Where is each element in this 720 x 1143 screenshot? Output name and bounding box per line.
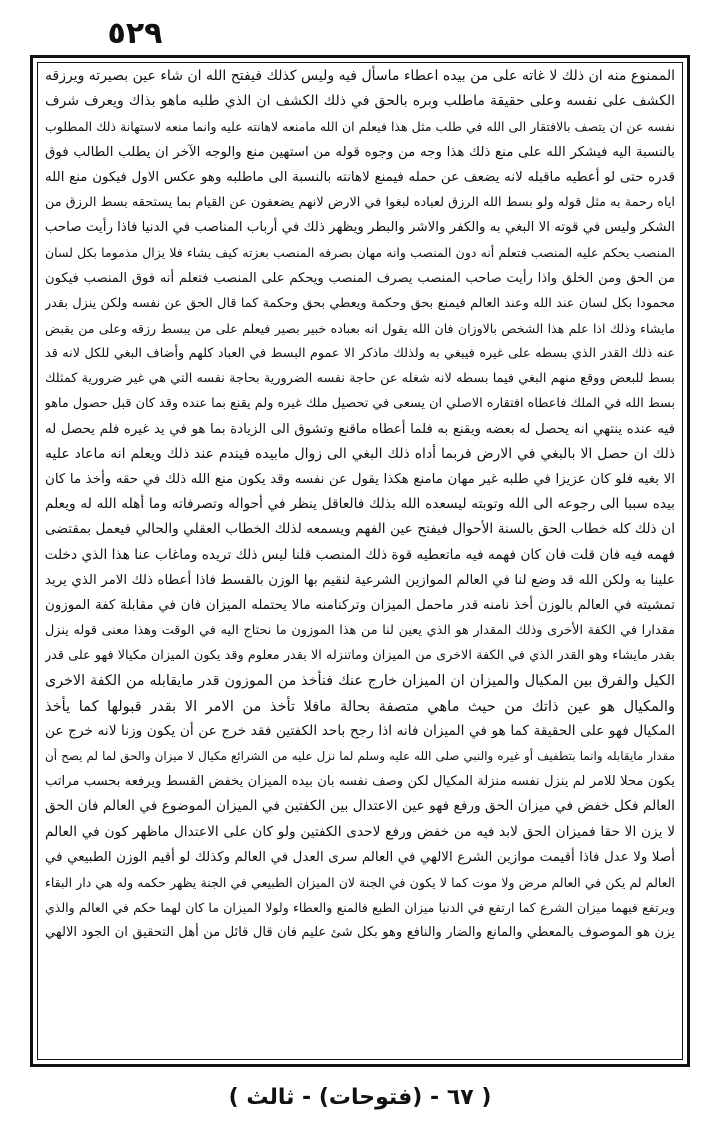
text-line: ذلك ان حصل الا بالبغي في الارض فربما أداه ذلك البغي الى زوال مابيده فيندم عند ذلك ويعلم انه ماعاد عليه: [45, 445, 675, 462]
text-line: بسط للبعض ووقع منهم البغي فيما بسطه لانه شغله عن حاجة نفسه الضرورية بحاجة نفسه التي هي غير ضرورية كمثلك: [45, 371, 675, 387]
text-line: مقدار مايقابله وانما بتطفيف أو غيره والنبي صلى الله عليه وسلم لما نزل عليه من الشرائع مكيال لا ميزان والحق لما لم يصح أن: [45, 749, 675, 764]
text-line: محمودا بكل لسان عند الله وعند العالم فيمنع بحق وحكمة ويعطي بحق وحكمة كما قال الحق عن نفسه ولكن ينزل بقدر: [45, 295, 675, 311]
text-line: بقدر مايشاء وهو القدر الذي في الكفة الاخرى من الميزان وماتنزله الا بقدر معلوم وقد يكون الميزان مكيالا فهو على قدر: [45, 648, 675, 664]
text-line: بسط الله في الملك فاعطاه افتقاره الاصلي ان يسعى في تحصيل ملك غيره ولم يقنع بما عنده وقد كان قبل حصول ماهو: [45, 396, 675, 412]
page-border: [30, 55, 690, 1067]
text-line: الا بغيه فلو كان عزيزا في طلبه غير مهان مامنع هكذا يقول عن نفسه وقد يكون منع الله ذلك في حقه وأخذ ما كان: [45, 472, 675, 487]
text-line: فهمه فيه فان قلت فان كان فهمه فيه ماتعطيه قوة ذلك المنصب قلنا ليس ذلك تريده وماغاب عنا هذا الذي دخلت: [45, 546, 675, 563]
text-line: فيه عنده ينتهي انه يحصل له بعضه ويقنع به فلما أعطاه ماقنع وتشوق الى الزيادة بما هو في يد غيره فلم يحصل له: [45, 421, 675, 437]
text-line: يزن هو الموصوف بالمعطي والمانع والضار والنافع وهو بكل شئ عليم فان قال قائل من أهل التحقيق ان الجود الالهي: [45, 925, 675, 941]
text-line: من الحق ومن الخلق واذا رأيت صاحب المنصب يصرف المنصب ويحكم على المنصب فتعلم أنه فوق المنصب فيكون: [45, 270, 675, 286]
text-line: الممنوع منه ان ذلك لا غاته على من بيده اعطاء ماسأل فيه وليس كذلك فيفتح الله ان شاء عين بصيرته ويرزقه: [45, 68, 675, 84]
text-line: الكيل والفرق بين المكيال والميزان ان الميزان خارج عنك فنأخذ من الموزون قدر مايقابله من الكفة الاخرى: [45, 672, 675, 689]
text-line: بالنسبة اليه فيشكر الله على منع ذلك هذا وجه من وجوه قوله من استهين منع والوجه الآخر ان يطلب الطالب فوق: [45, 144, 675, 160]
main-text: [45, 64, 675, 1058]
text-line: يكون محلا للامر لم ينزل نفسه منزلة المكيال لكن وصف نفسه بان بيده الميزان يخفض القسط ويرفعه بحسب مراتب: [45, 774, 675, 790]
text-line: العالم لم يكن في العالم مرض ولا موت كما لا يكون في الجنة لان الميزان الطبيعي في الجنة يظهر حكمه وله هي دار البقاء: [45, 875, 675, 890]
text-line: بيده سببا الى رجوعه الى الله وتوبته ليسعده الله بذلك فالعاقل ينظر في أحواله وتصرفاته وما أهله الله له ويعلم: [45, 496, 675, 513]
text-line: علينا به ولكن الله قد وضع لنا في العالم الموازين الشرعية لنقيم بها الوزن بالقسط فاذا أعطاه ذلك الامر الذي يريد: [45, 572, 675, 588]
text-line: لا يزن الا حقا فميزان الحق لابد فيه من خفض ورفع لاحدى الكفتين ولو كان على الاعتدال ماظهر كون في العالم: [45, 823, 675, 840]
text-line: نفسه عن ان يتصف بالافتقار الى الله في طلب مثل هذا فيعلم ان الله مامنعه لاهانته عليه وانما منعه لاستهانة ذلك المطلوب: [45, 119, 675, 135]
text-line: قدره حتى لو أعطيه ماقبله لانه يضعف عن حمله فيمنع لاهانته بالنسبة الى ماطلبه وهو عكس الاول فيكون منع الله: [45, 169, 675, 185]
text-line: ان ذلك كله خطاب الحق بالسنة الأحوال فيفتح عين الفهم ويسمعه لذلك الخطاب العقلي والحالي فيعمل بمقتضى: [45, 521, 675, 538]
text-line: أصلا ولا عدل فاذا أقيمت موازين الشرع الالهي في العالم سرى العدل في العالم وكذلك لو أقيم الوزن الطبيعي في: [45, 849, 675, 865]
page-number: ٥٢٩: [107, 16, 163, 51]
text-line: المكيال فهو على الحقيقة كما هو في الميزان فانه اذا رجح باحد الكفتين فقد خرج عن أن يكون وزنا لانه خرج عن: [45, 722, 675, 739]
text-line: العالم فكل خفض في ميزان الحق ورفع فهو عين الاعتدال بين الكفتين في الميزان الموضوع في العالم فان الحق: [45, 798, 675, 815]
text-line: والمكيال هو عين ذاتك من حيث ماهي متصفة بحالة مافلا تأخذ من الامر الا بقدر قبولها كما يأخذ: [45, 697, 675, 715]
page-footer: ( ٦٧ - (فتوحات) - ثالث ): [228, 1085, 492, 1110]
text-line: عنه ذلك القدر الذي بسطه على غيره فيبغي به ولذلك ماذكر الا عموم البسط في العباد كلهم وأضاف البغي للكل لانه قد: [45, 346, 675, 362]
text-line: تمشيته في العالم بالوزن أخذ نامنه قدر ماحمل الميزان وتركنامنه مالا يحتمله الميزان فان في مقابلة كفة الموزون: [45, 597, 675, 613]
text-line: مايشاء وذلك اذا علم هذا الشخص بالاوزان فان الله يقول انه بعباده خبير بصير فيعلم على من يبسط رزقه وعلى من يقبض: [45, 320, 675, 336]
text-line: الشكر وليس في قوته الا البغي به والكفر والاشر والبطر ويظهر ذلك في أرباب المناصب في الدنيا فاذا رأيت صاحب: [45, 220, 675, 236]
text-line: ويرتفع فيهما ميزان الشرع كما ارتفع في الدنيا ميزان الطبع فالمنع والعطاء ولولا الميزان ما كان لهما حكم في العالم والذي: [45, 900, 675, 916]
text-line: مقدارا في الكفة الأخرى وذلك المقدار هو الذي يعين لنا من هذا الموزون ما نحتاج اليه في الوقت وهذا معنى قوله ينزل: [45, 623, 675, 639]
text-line: المنصب يحكم عليه المنصب فتعلم أنه دون المنصب وانه مهان بصرفه المنصب بعزته كيف يشاء فلا يزال مذموما بكل لسان: [45, 245, 675, 261]
text-line: اياه رحمة به مثل قوله ولو بسط الله الرزق لعباده لبغوا في الارض لانهم يضعفون عن القيام بما يستحقه بسط الرزق من: [45, 194, 675, 210]
text-line: الكشف على نفسه وعلى حقيقة ماطلب وبره بالحق في ذلك الكشف ان الذي طلبه ماهو بذاك ويعرف شرف: [45, 93, 675, 110]
